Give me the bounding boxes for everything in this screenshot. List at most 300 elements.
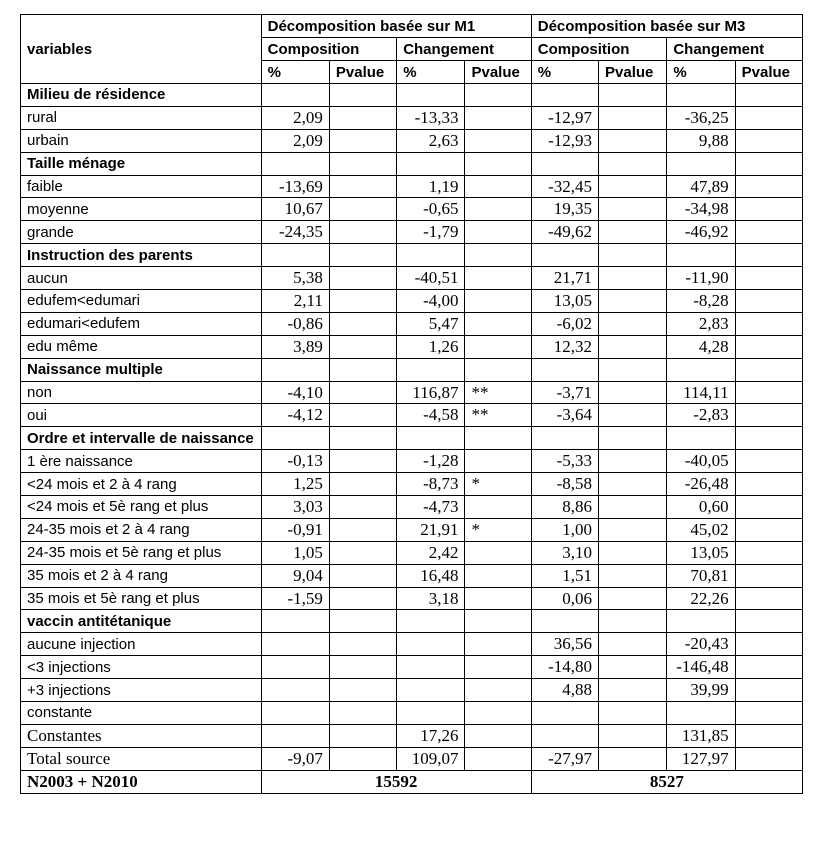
row-label: grande: [21, 221, 262, 244]
cell-m3-composition-pvalue: [599, 656, 667, 679]
cell-m3-composition-pct: 1,00: [531, 518, 598, 541]
cell-m3-changement-pvalue: [735, 84, 802, 107]
cell-m3-changement-pvalue: [735, 404, 802, 427]
table-row: [21, 747, 803, 770]
cell-m3-composition-pvalue: [599, 679, 667, 702]
cell-m1-composition-pvalue: [329, 381, 396, 404]
cell-m1-changement-pct: [397, 427, 465, 450]
cell-m3-composition-pct: 3,10: [531, 541, 598, 564]
cell-m3-composition-pct: [531, 152, 598, 175]
cell-m1-composition-pct: -0,91: [261, 518, 329, 541]
cell-m1-changement-pct: 1,19: [397, 175, 465, 198]
section-label: Instruction des parents: [21, 244, 262, 267]
cell-m3-changement-pct: [667, 244, 735, 267]
table-row: [21, 106, 803, 129]
cell-m1-composition-pct: [261, 84, 329, 107]
row-label: oui: [21, 404, 262, 427]
cell-m3-composition-pvalue: [599, 198, 667, 221]
cell-m1-composition-pvalue: [329, 404, 396, 427]
cell-m1-changement-pct: [397, 679, 465, 702]
header-group-m3: Décomposition basée sur M3: [531, 15, 802, 38]
cell-m3-composition-pvalue: [599, 633, 667, 656]
section-label: Ordre et intervalle de naissance: [21, 427, 262, 450]
row-label: aucun: [21, 267, 262, 290]
cell-m3-changement-pct: 13,05: [667, 541, 735, 564]
row-label: non: [21, 381, 262, 404]
cell-m3-changement-pct: -36,25: [667, 106, 735, 129]
cell-m1-composition-pvalue: [329, 496, 396, 519]
cell-m3-changement-pct: 70,81: [667, 564, 735, 587]
table-row: [21, 312, 803, 335]
cell-m3-changement-pct: -34,98: [667, 198, 735, 221]
cell-m3-composition-pct: 19,35: [531, 198, 598, 221]
cell-m1-changement-pvalue: [465, 724, 531, 747]
cell-m1-composition-pct: [261, 427, 329, 450]
cell-m3-changement-pct: -46,92: [667, 221, 735, 244]
cell-m1-composition-pvalue: [329, 702, 396, 725]
cell-m3-composition-pvalue: [599, 106, 667, 129]
cell-m1-changement-pct: 116,87: [397, 381, 465, 404]
cell-m1-composition-pct: -24,35: [261, 221, 329, 244]
cell-m3-composition-pvalue: [599, 152, 667, 175]
cell-m3-changement-pvalue: [735, 679, 802, 702]
cell-m1-changement-pct: 1,26: [397, 335, 465, 358]
cell-m3-composition-pct: 4,88: [531, 679, 598, 702]
table-row: [21, 450, 803, 473]
row-label: Total source: [21, 747, 262, 770]
header-variables: variables: [21, 15, 262, 84]
cell-m1-changement-pvalue: [465, 610, 531, 633]
cell-m1-changement-pct: [397, 702, 465, 725]
cell-m3-composition-pct: [531, 244, 598, 267]
header-m1-composition: Composition: [261, 38, 397, 61]
cell-m1-composition-pct: 2,09: [261, 106, 329, 129]
cell-m1-composition-pct: [261, 679, 329, 702]
cell-m1-changement-pvalue: [465, 84, 531, 107]
cell-m1-composition-pvalue: [329, 541, 396, 564]
section-row: [21, 152, 803, 175]
cell-m3-changement-pvalue: [735, 129, 802, 152]
cell-m3-composition-pvalue: [599, 427, 667, 450]
cell-m1-changement-pct: -40,51: [397, 267, 465, 290]
cell-m1-changement-pvalue: [465, 656, 531, 679]
header-pvalue: Pvalue: [465, 61, 531, 84]
cell-m1-changement-pct: [397, 84, 465, 107]
cell-m3-changement-pct: 22,26: [667, 587, 735, 610]
cell-m3-changement-pct: [667, 152, 735, 175]
footer-row: [21, 770, 803, 793]
cell-m1-changement-pct: -1,28: [397, 450, 465, 473]
cell-m1-composition-pct: -4,10: [261, 381, 329, 404]
cell-m1-changement-pct: 2,42: [397, 541, 465, 564]
cell-m1-composition-pct: [261, 724, 329, 747]
cell-m3-changement-pvalue: [735, 198, 802, 221]
cell-m3-changement-pvalue: [735, 610, 802, 633]
cell-m1-changement-pvalue: [465, 633, 531, 656]
table-row: [21, 679, 803, 702]
table-row: [21, 129, 803, 152]
cell-m1-composition-pvalue: [329, 587, 396, 610]
cell-m1-changement-pvalue: [465, 152, 531, 175]
row-label: edumari<edufem: [21, 312, 262, 335]
cell-m3-changement-pct: [667, 427, 735, 450]
cell-m3-changement-pct: [667, 610, 735, 633]
cell-m3-composition-pvalue: [599, 381, 667, 404]
cell-m1-changement-pvalue: **: [465, 381, 531, 404]
cell-m3-changement-pct: 0,60: [667, 496, 735, 519]
header-m3-composition: Composition: [531, 38, 667, 61]
cell-m3-changement-pct: 114,11: [667, 381, 735, 404]
cell-m3-composition-pvalue: [599, 335, 667, 358]
cell-m1-composition-pct: 10,67: [261, 198, 329, 221]
row-label: 35 mois et 2 à 4 rang: [21, 564, 262, 587]
cell-m1-changement-pvalue: [465, 106, 531, 129]
cell-m1-changement-pct: 3,18: [397, 587, 465, 610]
cell-m1-changement-pvalue: [465, 587, 531, 610]
cell-m3-composition-pvalue: [599, 564, 667, 587]
cell-m3-changement-pct: -40,05: [667, 450, 735, 473]
cell-m3-changement-pct: 47,89: [667, 175, 735, 198]
table-row: [21, 633, 803, 656]
cell-m3-changement-pvalue: [735, 747, 802, 770]
cell-m1-changement-pvalue: **: [465, 404, 531, 427]
cell-m1-changement-pct: 21,91: [397, 518, 465, 541]
cell-m3-composition-pct: -32,45: [531, 175, 598, 198]
cell-m1-composition-pvalue: [329, 152, 396, 175]
header-pvalue: Pvalue: [735, 61, 802, 84]
cell-m3-changement-pct: -2,83: [667, 404, 735, 427]
cell-m3-composition-pct: [531, 610, 598, 633]
table-row: [21, 518, 803, 541]
cell-m3-composition-pct: -5,33: [531, 450, 598, 473]
cell-m1-changement-pct: [397, 610, 465, 633]
cell-m3-changement-pvalue: [735, 381, 802, 404]
cell-m1-composition-pct: [261, 610, 329, 633]
table-row: [21, 290, 803, 313]
header-pct: %: [261, 61, 329, 84]
cell-m1-changement-pct: [397, 152, 465, 175]
cell-m1-changement-pvalue: *: [465, 473, 531, 496]
cell-m1-composition-pct: 1,25: [261, 473, 329, 496]
cell-m1-changement-pvalue: [465, 541, 531, 564]
cell-m1-composition-pct: -1,59: [261, 587, 329, 610]
cell-m1-composition-pct: -4,12: [261, 404, 329, 427]
cell-m3-changement-pvalue: [735, 244, 802, 267]
cell-m1-composition-pvalue: [329, 679, 396, 702]
cell-m3-changement-pct: [667, 702, 735, 725]
cell-m1-changement-pvalue: *: [465, 518, 531, 541]
section-row: [21, 358, 803, 381]
cell-m1-composition-pct: 2,09: [261, 129, 329, 152]
row-label: urbain: [21, 129, 262, 152]
cell-m1-composition-pct: 5,38: [261, 267, 329, 290]
cell-m3-changement-pct: 45,02: [667, 518, 735, 541]
decomposition-table: [20, 14, 803, 794]
cell-m3-composition-pct: 0,06: [531, 587, 598, 610]
cell-m3-changement-pvalue: [735, 427, 802, 450]
cell-m3-composition-pvalue: [599, 221, 667, 244]
cell-m1-composition-pvalue: [329, 84, 396, 107]
cell-m1-changement-pct: [397, 633, 465, 656]
table-row: [21, 724, 803, 747]
cell-m3-composition-pvalue: [599, 610, 667, 633]
cell-m1-changement-pvalue: [465, 496, 531, 519]
cell-m3-composition-pvalue: [599, 312, 667, 335]
cell-m1-composition-pvalue: [329, 427, 396, 450]
cell-m3-changement-pvalue: [735, 473, 802, 496]
cell-m3-composition-pct: -49,62: [531, 221, 598, 244]
table-row: [21, 267, 803, 290]
cell-m3-composition-pvalue: [599, 724, 667, 747]
header-m3-changement: Changement: [667, 38, 803, 61]
cell-m3-composition-pct: 1,51: [531, 564, 598, 587]
footer-label: N2003 + N2010: [21, 770, 262, 793]
row-label: 24-35 mois et 2 à 4 rang: [21, 518, 262, 541]
cell-m3-composition-pvalue: [599, 541, 667, 564]
cell-m1-changement-pct: [397, 244, 465, 267]
row-label: 35 mois et 5è rang et plus: [21, 587, 262, 610]
section-row: [21, 610, 803, 633]
cell-m3-changement-pct: [667, 358, 735, 381]
cell-m3-changement-pvalue: [735, 312, 802, 335]
cell-m3-composition-pct: [531, 427, 598, 450]
cell-m3-changement-pct: -26,48: [667, 473, 735, 496]
cell-m3-changement-pvalue: [735, 152, 802, 175]
row-label: constante: [21, 702, 262, 725]
cell-m1-composition-pvalue: [329, 633, 396, 656]
cell-m1-changement-pct: [397, 656, 465, 679]
cell-m3-composition-pct: 8,86: [531, 496, 598, 519]
cell-m3-composition-pct: -12,97: [531, 106, 598, 129]
cell-m3-changement-pvalue: [735, 702, 802, 725]
cell-m3-changement-pvalue: [735, 633, 802, 656]
section-row: [21, 84, 803, 107]
cell-m1-composition-pct: -13,69: [261, 175, 329, 198]
cell-m3-changement-pvalue: [735, 587, 802, 610]
cell-m1-composition-pct: [261, 244, 329, 267]
header-group-m1: Décomposition basée sur M1: [261, 15, 531, 38]
section-label: Naissance multiple: [21, 358, 262, 381]
cell-m1-changement-pct: -4,58: [397, 404, 465, 427]
cell-m3-composition-pct: -3,71: [531, 381, 598, 404]
cell-m1-composition-pvalue: [329, 175, 396, 198]
cell-m1-composition-pvalue: [329, 358, 396, 381]
cell-m1-changement-pvalue: [465, 198, 531, 221]
cell-m1-changement-pct: -4,00: [397, 290, 465, 313]
cell-m3-changement-pct: -20,43: [667, 633, 735, 656]
cell-m1-composition-pct: 1,05: [261, 541, 329, 564]
table-row: [21, 175, 803, 198]
cell-m3-composition-pvalue: [599, 518, 667, 541]
cell-m1-composition-pct: 3,03: [261, 496, 329, 519]
cell-m1-changement-pvalue: [465, 679, 531, 702]
cell-m1-composition-pvalue: [329, 564, 396, 587]
cell-m3-composition-pct: 36,56: [531, 633, 598, 656]
cell-m3-changement-pvalue: [735, 335, 802, 358]
cell-m1-changement-pct: 5,47: [397, 312, 465, 335]
cell-m1-composition-pct: 2,11: [261, 290, 329, 313]
table-row: [21, 656, 803, 679]
cell-m1-changement-pct: 109,07: [397, 747, 465, 770]
table-row: [21, 198, 803, 221]
cell-m1-changement-pct: 16,48: [397, 564, 465, 587]
cell-m1-changement-pvalue: [465, 564, 531, 587]
cell-m1-composition-pvalue: [329, 290, 396, 313]
cell-m1-changement-pct: -13,33: [397, 106, 465, 129]
cell-m1-changement-pct: 17,26: [397, 724, 465, 747]
footer-m1-count: 15592: [261, 770, 531, 793]
cell-m3-composition-pvalue: [599, 747, 667, 770]
cell-m3-changement-pvalue: [735, 541, 802, 564]
section-label: vaccin antitétanique: [21, 610, 262, 633]
cell-m3-composition-pvalue: [599, 267, 667, 290]
cell-m3-composition-pvalue: [599, 473, 667, 496]
table-row: [21, 702, 803, 725]
cell-m3-composition-pct: -6,02: [531, 312, 598, 335]
row-label: <24 mois et 5è rang et plus: [21, 496, 262, 519]
cell-m3-composition-pvalue: [599, 84, 667, 107]
cell-m1-composition-pvalue: [329, 473, 396, 496]
cell-m1-composition-pct: 3,89: [261, 335, 329, 358]
cell-m1-composition-pvalue: [329, 312, 396, 335]
cell-m3-composition-pvalue: [599, 129, 667, 152]
cell-m3-composition-pct: [531, 358, 598, 381]
cell-m3-composition-pvalue: [599, 587, 667, 610]
cell-m3-changement-pvalue: [735, 358, 802, 381]
cell-m1-composition-pvalue: [329, 335, 396, 358]
table-row: [21, 496, 803, 519]
cell-m3-changement-pvalue: [735, 267, 802, 290]
section-row: [21, 427, 803, 450]
cell-m1-changement-pvalue: [465, 335, 531, 358]
cell-m1-composition-pvalue: [329, 244, 396, 267]
cell-m1-composition-pct: -0,86: [261, 312, 329, 335]
cell-m1-changement-pvalue: [465, 747, 531, 770]
cell-m1-changement-pct: -8,73: [397, 473, 465, 496]
cell-m1-composition-pvalue: [329, 610, 396, 633]
cell-m3-changement-pvalue: [735, 656, 802, 679]
cell-m3-changement-pct: 9,88: [667, 129, 735, 152]
cell-m1-composition-pvalue: [329, 747, 396, 770]
row-label: edufem<edumari: [21, 290, 262, 313]
cell-m3-composition-pct: -12,93: [531, 129, 598, 152]
cell-m3-composition-pct: 13,05: [531, 290, 598, 313]
cell-m1-composition-pct: [261, 152, 329, 175]
cell-m1-composition-pvalue: [329, 129, 396, 152]
cell-m3-changement-pvalue: [735, 724, 802, 747]
header-pvalue: Pvalue: [599, 61, 667, 84]
cell-m3-composition-pct: -8,58: [531, 473, 598, 496]
cell-m3-changement-pct: 131,85: [667, 724, 735, 747]
table-row: [21, 404, 803, 427]
cell-m3-changement-pct: 4,28: [667, 335, 735, 358]
cell-m1-composition-pvalue: [329, 518, 396, 541]
table-row: [21, 541, 803, 564]
row-label: rural: [21, 106, 262, 129]
cell-m1-composition-pvalue: [329, 198, 396, 221]
cell-m1-changement-pvalue: [465, 244, 531, 267]
row-label: <24 mois et 2 à 4 rang: [21, 473, 262, 496]
table-row: [21, 473, 803, 496]
row-label: faible: [21, 175, 262, 198]
cell-m3-changement-pvalue: [735, 106, 802, 129]
cell-m1-composition-pct: [261, 358, 329, 381]
header-pct: %: [397, 61, 465, 84]
cell-m3-changement-pvalue: [735, 450, 802, 473]
cell-m1-changement-pvalue: [465, 702, 531, 725]
cell-m3-changement-pvalue: [735, 496, 802, 519]
cell-m3-composition-pvalue: [599, 702, 667, 725]
cell-m1-composition-pvalue: [329, 267, 396, 290]
cell-m1-changement-pct: [397, 358, 465, 381]
row-label: +3 injections: [21, 679, 262, 702]
cell-m3-composition-pct: -3,64: [531, 404, 598, 427]
cell-m1-changement-pct: -4,73: [397, 496, 465, 519]
row-label: 24-35 mois et 5è rang et plus: [21, 541, 262, 564]
table-row: [21, 587, 803, 610]
cell-m1-composition-pct: -0,13: [261, 450, 329, 473]
cell-m3-changement-pvalue: [735, 175, 802, 198]
section-row: [21, 244, 803, 267]
cell-m3-composition-pct: -27,97: [531, 747, 598, 770]
cell-m1-changement-pvalue: [465, 290, 531, 313]
cell-m1-composition-pvalue: [329, 221, 396, 244]
cell-m3-changement-pct: 39,99: [667, 679, 735, 702]
cell-m3-composition-pvalue: [599, 450, 667, 473]
row-label: edu même: [21, 335, 262, 358]
cell-m3-composition-pct: [531, 702, 598, 725]
cell-m1-changement-pct: -0,65: [397, 198, 465, 221]
cell-m1-composition-pvalue: [329, 724, 396, 747]
cell-m1-composition-pct: -9,07: [261, 747, 329, 770]
cell-m3-changement-pvalue: [735, 221, 802, 244]
table-row: [21, 381, 803, 404]
row-label: moyenne: [21, 198, 262, 221]
section-label: Milieu de résidence: [21, 84, 262, 107]
cell-m3-changement-pvalue: [735, 518, 802, 541]
cell-m3-changement-pct: -146,48: [667, 656, 735, 679]
cell-m3-changement-pct: -11,90: [667, 267, 735, 290]
table-row: [21, 564, 803, 587]
cell-m1-composition-pvalue: [329, 656, 396, 679]
cell-m1-changement-pvalue: [465, 427, 531, 450]
header-m1-changement: Changement: [397, 38, 532, 61]
cell-m3-changement-pct: [667, 84, 735, 107]
header-pct: %: [667, 61, 735, 84]
cell-m1-changement-pvalue: [465, 450, 531, 473]
cell-m3-changement-pct: -8,28: [667, 290, 735, 313]
cell-m3-changement-pct: 127,97: [667, 747, 735, 770]
cell-m1-composition-pvalue: [329, 450, 396, 473]
cell-m1-changement-pvalue: [465, 267, 531, 290]
cell-m1-changement-pvalue: [465, 175, 531, 198]
cell-m1-changement-pvalue: [465, 221, 531, 244]
cell-m1-changement-pvalue: [465, 129, 531, 152]
table-row: [21, 335, 803, 358]
header-pct: %: [531, 61, 598, 84]
cell-m1-composition-pvalue: [329, 106, 396, 129]
cell-m3-composition-pvalue: [599, 404, 667, 427]
cell-m3-composition-pct: [531, 84, 598, 107]
cell-m1-composition-pct: 9,04: [261, 564, 329, 587]
cell-m3-composition-pvalue: [599, 175, 667, 198]
cell-m3-composition-pvalue: [599, 496, 667, 519]
cell-m3-changement-pct: 2,83: [667, 312, 735, 335]
cell-m1-changement-pvalue: [465, 312, 531, 335]
cell-m3-composition-pct: [531, 724, 598, 747]
cell-m3-composition-pct: 21,71: [531, 267, 598, 290]
row-label: <3 injections: [21, 656, 262, 679]
